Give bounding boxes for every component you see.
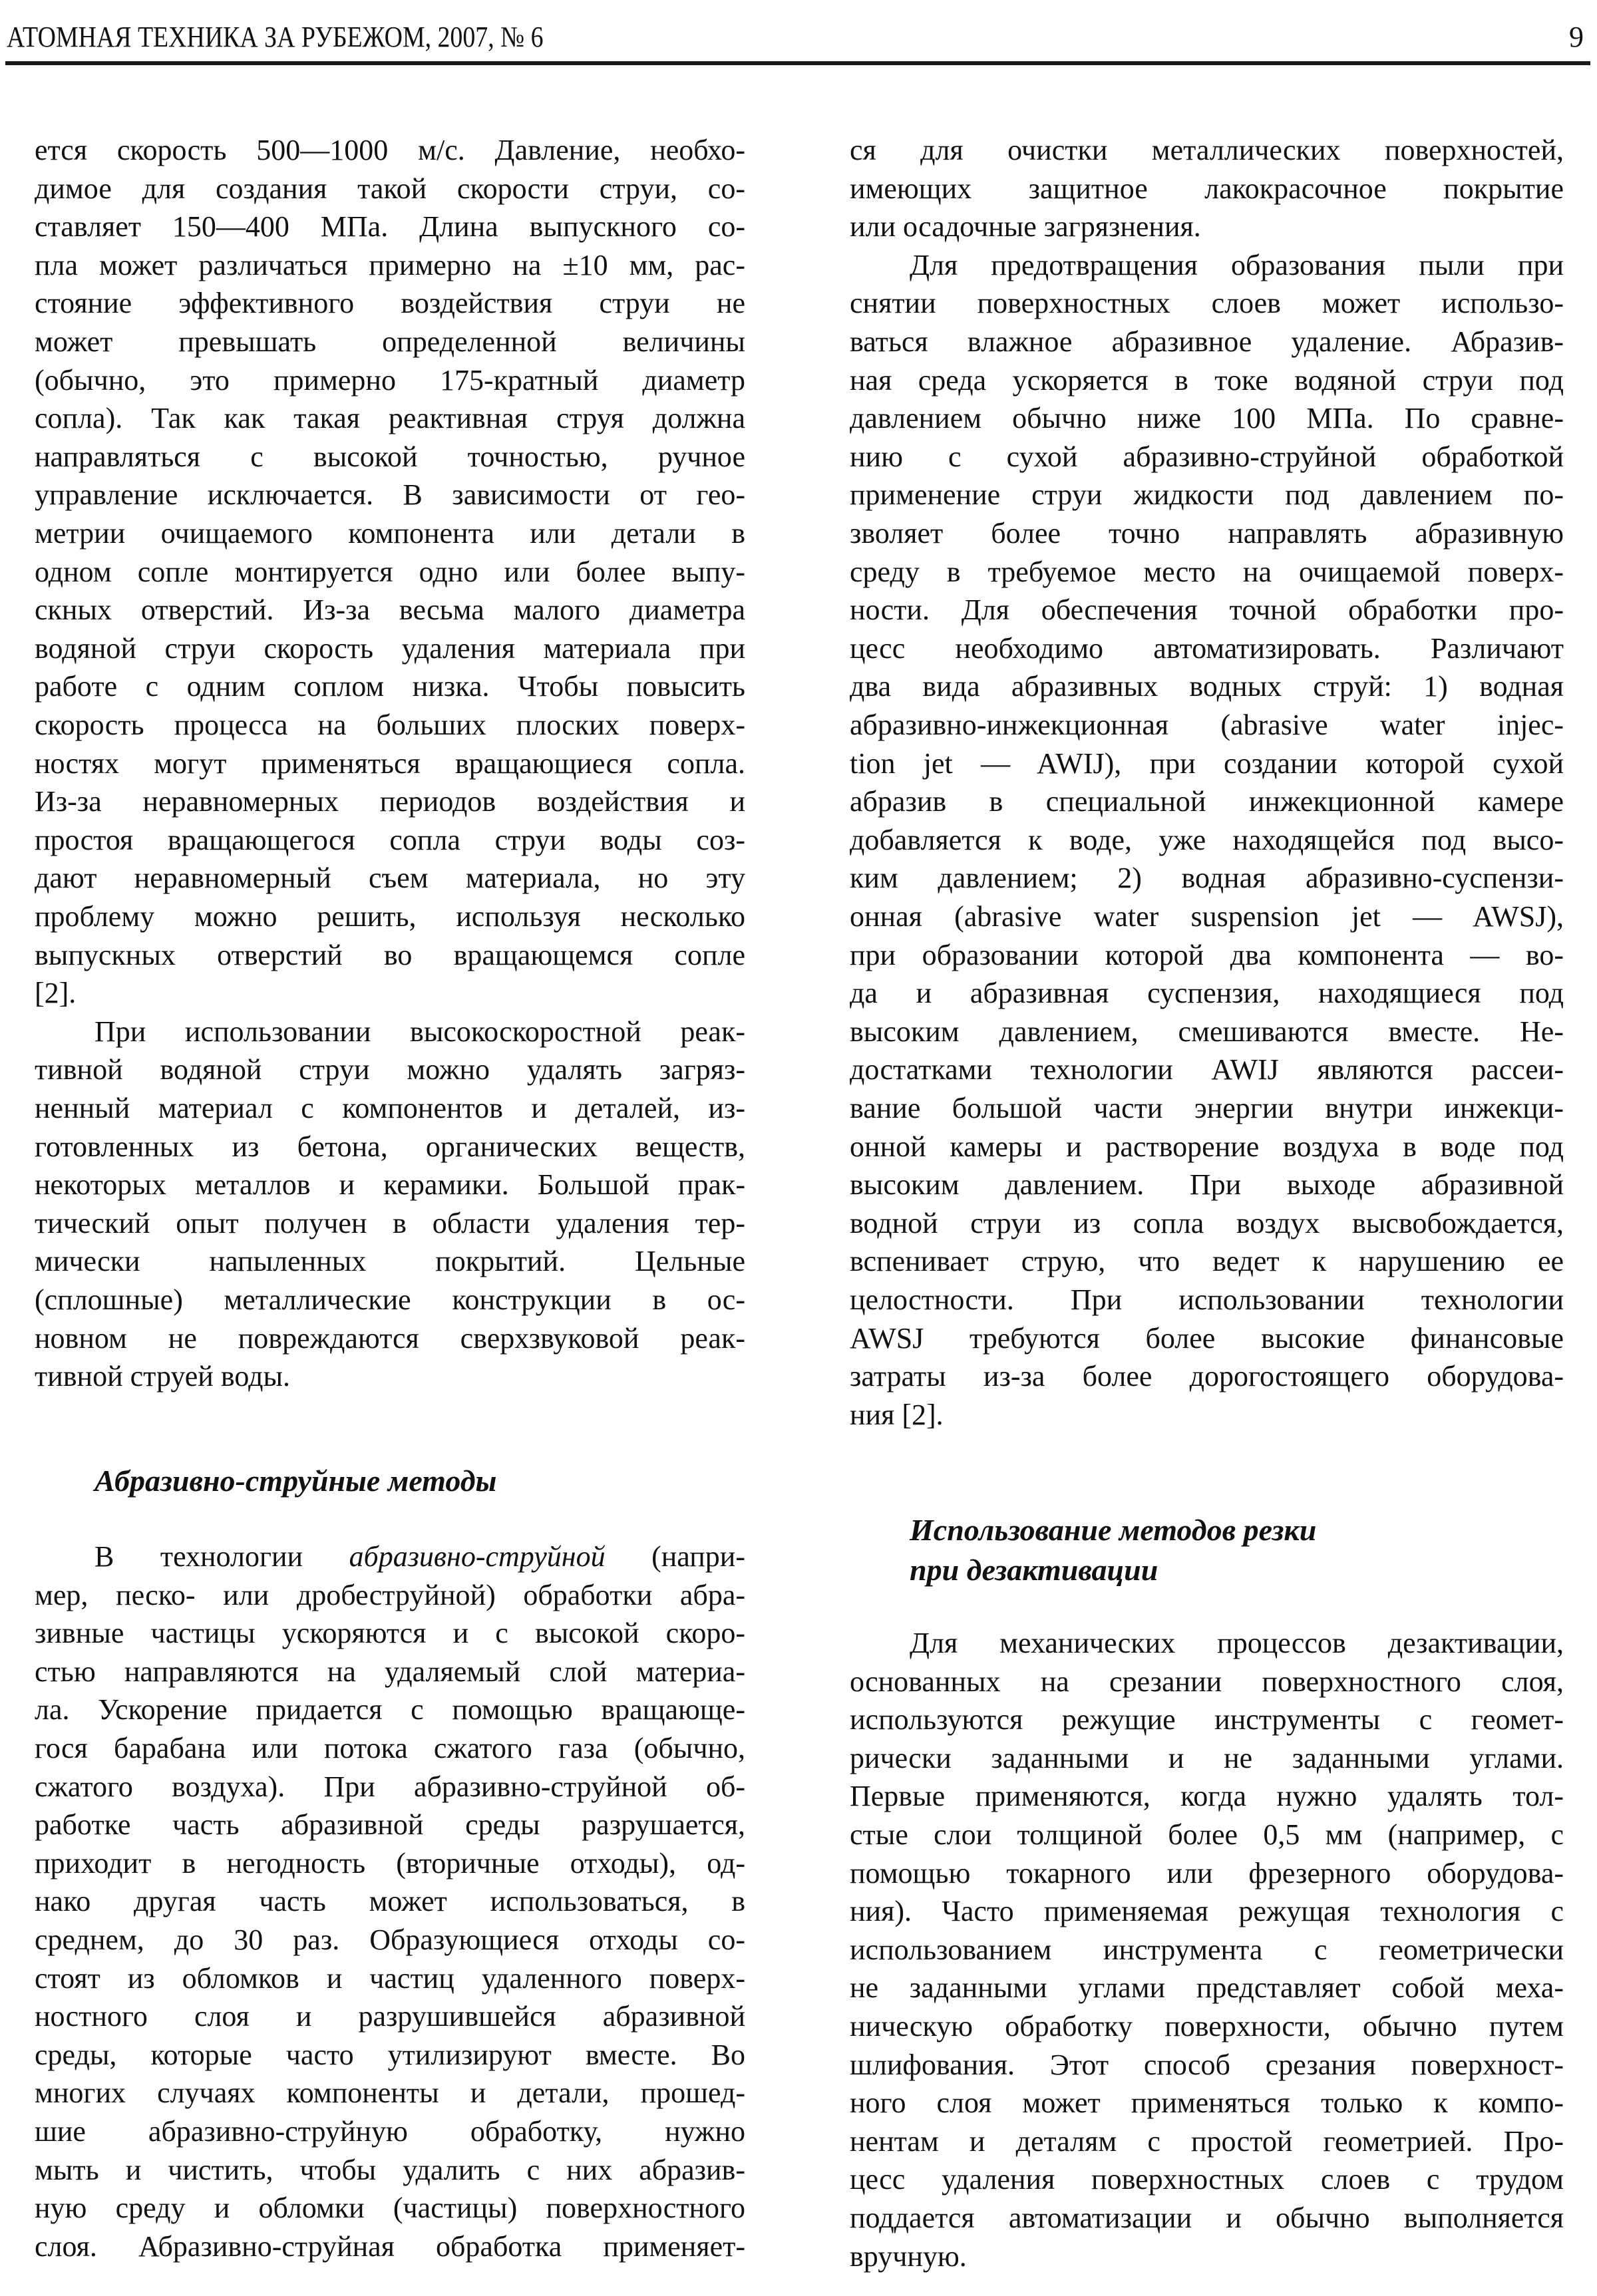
text-line: дают неравномерный съем материала, но эту bbox=[35, 862, 745, 895]
text-line: помощью токарного или фрезерного оборудова- bbox=[850, 1856, 1564, 1889]
text-line: да и абразивная суспензия, находящиеся под bbox=[850, 977, 1564, 1010]
text-line: мер, песко- или дробеструйной) обработки абра- bbox=[35, 1578, 745, 1611]
text-line: не заданными углами представляет собой меха- bbox=[850, 1971, 1564, 2005]
text-line: использованием инструмента с геометрически bbox=[850, 1933, 1564, 1966]
text-line: проблему можно решить, используя несколько bbox=[35, 900, 745, 933]
text-line: Для механических процессов дезактивации, bbox=[910, 1627, 1564, 1659]
text-line: стые слои толщиной более 0,5 мм (например, с bbox=[850, 1818, 1564, 1851]
text-line: стью направляются на удаляемый слой материа- bbox=[35, 1655, 745, 1688]
text-line: Первые применяются, когда нужно удалять тол- bbox=[850, 1780, 1564, 1813]
text-line: нако другая часть может использоваться, в bbox=[35, 1885, 745, 1918]
text-line: водяной струи скорость удаления материала при bbox=[35, 631, 745, 665]
text-run: (напри- bbox=[605, 1540, 745, 1573]
text-line: ная среда ускоряется в токе водяной струи под bbox=[850, 363, 1564, 397]
text-line: некоторых металлов и керамики. Большой прак- bbox=[35, 1168, 745, 1202]
text-line: метрии очищаемого компонента или детали в bbox=[35, 517, 745, 550]
text-line: приходит в негодность (вторичные отходы), од- bbox=[35, 1846, 745, 1880]
text-line: среды, которые часто утилизируют вместе. Во bbox=[35, 2038, 745, 2071]
text-line: (обычно, это примерно 175-кратный диаметр bbox=[35, 363, 745, 397]
text-line: снятии поверхностных слоев может использо- bbox=[850, 287, 1564, 320]
text-line: простоя вращающегося сопла струи воды соз- bbox=[35, 823, 745, 856]
text-line: ническую обработку поверхности, обычно путем bbox=[850, 2010, 1564, 2043]
text-run: В технологии bbox=[94, 1540, 349, 1573]
text-line: скных отверстий. Из-за весьма малого диаметра bbox=[35, 593, 745, 627]
text-line: готовленных из бетона, органических веществ, bbox=[35, 1130, 745, 1163]
text-line: онная (abrasive water suspension jet — AWSJ), bbox=[850, 900, 1564, 933]
text-line: ла. Ускорение придается с помощью вращающе- bbox=[35, 1693, 745, 1726]
text-line: [2]. bbox=[35, 977, 77, 1010]
text-line: tion jet — AWIJ), при создании которой сухой bbox=[850, 746, 1564, 780]
text-line: рически заданными и не заданными углами. bbox=[850, 1741, 1564, 1774]
text-line: новном не повреждаются сверхзвуковой реак- bbox=[35, 1321, 745, 1355]
text-line: слоя. Абразивно-струйная обработка применяет- bbox=[35, 2229, 745, 2263]
text-line: стоят из обломков и частиц удаленного поверх- bbox=[35, 1961, 745, 1995]
text-line bbox=[35, 1537, 745, 1577]
text-line: тивной водяной струи можно удалять загряз- bbox=[35, 1053, 745, 1086]
text-line: вание большой части энергии внутри инжекци- bbox=[850, 1092, 1564, 1124]
text-line: среду в требуемое место на очищаемой поверх- bbox=[850, 555, 1564, 588]
text-line: управление исключается. В зависимости от гео- bbox=[35, 478, 745, 512]
text-line: При использовании высокоскоростной реак- bbox=[94, 1015, 745, 1048]
text-line: ся для очистки металлических поверхностей, bbox=[850, 134, 1564, 166]
text-line: скорость процесса на больших плоских поверх- bbox=[35, 709, 745, 741]
text-line: онной камеры и растворение воздуха в воде под bbox=[850, 1130, 1564, 1163]
text-line: высоким давлением, смешиваются вместе. Не- bbox=[850, 1015, 1564, 1048]
text-line: ного слоя может применяться только к компо- bbox=[850, 2086, 1564, 2120]
text-line: два вида абразивных водных струй: 1) водная bbox=[850, 670, 1564, 703]
text-line: многих случаях компоненты и детали, прошед- bbox=[35, 2076, 745, 2110]
text-line: давлением обычно ниже 100 МПа. По сравне- bbox=[850, 402, 1564, 435]
text-line: ностях могут применяться вращающиеся сопла. bbox=[35, 746, 745, 780]
text-line: ностного слоя и разрушившейся абразивной bbox=[35, 2000, 745, 2033]
text-line: ную среду и обломки (частицы) поверхностного bbox=[35, 2192, 745, 2225]
text-line: цесс необходимо автоматизировать. Различают bbox=[850, 631, 1564, 665]
text-line: затраты из-за более дорогостоящего оборудова- bbox=[850, 1360, 1564, 1393]
text-line: тический опыт получен в области удаления тер- bbox=[35, 1206, 745, 1239]
text-line: (сплошные) металлические конструкции в ос- bbox=[35, 1283, 745, 1316]
text-line: или осадочные загрязнения. bbox=[850, 210, 1201, 244]
text-line: ния [2]. bbox=[850, 1398, 944, 1431]
text-line: вспенивает струю, что ведет к нарушению ее bbox=[850, 1245, 1564, 1278]
text-line: Для предотвращения образования пыли при bbox=[910, 248, 1564, 281]
text-line: вручную. bbox=[850, 2239, 967, 2273]
journal-title: АТОМНАЯ ТЕХНИКА ЗА РУБЕЖОМ, 2007, № 6 bbox=[7, 21, 544, 53]
text-line: поддается автоматизации и обычно выполняется bbox=[850, 2202, 1564, 2234]
text-line: тивной струей воды. bbox=[35, 1360, 291, 1393]
text-line: работке часть абразивной среды разрушается, bbox=[35, 1808, 745, 1842]
text-line: мыть и чистить, чтобы удалить с них абразив- bbox=[35, 2153, 745, 2186]
text-line: ности. Для обеспечения точной обработки про- bbox=[850, 593, 1564, 627]
text-line: при образовании которой два компонента — во- bbox=[850, 938, 1564, 971]
text-line: гося барабана или потока сжатого газа (обычно, bbox=[35, 1732, 745, 1764]
text-line: абразивно-инжекционная (abrasive water injec- bbox=[850, 709, 1564, 741]
text-line: одном сопле монтируется одно или более выпу- bbox=[35, 555, 745, 588]
text-line: используются режущие инструменты с геомет- bbox=[850, 1703, 1564, 1736]
text-line: водной струи из сопла воздух высвобождается, bbox=[850, 1206, 1564, 1239]
text-line: ваться влажное абразивное удаление. Абразив- bbox=[850, 325, 1564, 358]
text-line: сжатого воздуха). При абразивно-струйной об- bbox=[35, 1770, 745, 1803]
section-heading: Абразивно-струйные методы bbox=[94, 1464, 497, 1498]
text-line: применение струи жидкости под давлением по- bbox=[850, 478, 1564, 512]
text-line: высоким давлением. При выходе абразивной bbox=[850, 1168, 1564, 1202]
text-line: нию с сухой абразивно-струйной обработкой bbox=[850, 440, 1564, 473]
header-rule bbox=[5, 61, 1590, 65]
text-line: может превышать определенной величины bbox=[35, 325, 745, 358]
text-line: нентам и деталям с простой геометрией. Про- bbox=[850, 2124, 1564, 2158]
text-line: димое для создания такой скорости струи, со- bbox=[35, 172, 745, 205]
text-line: стояние эффективного воздействия струи не bbox=[35, 287, 745, 320]
text-line: ставляет 150—400 МПа. Длина выпускного со- bbox=[35, 210, 745, 244]
page-number: 9 bbox=[1569, 21, 1584, 53]
text-line: ется скорость 500—1000 м/с. Давление, необхо- bbox=[35, 134, 745, 166]
text-line: имеющих защитное лакокрасочное покрытие bbox=[850, 172, 1564, 205]
text-line: ния). Часто применяемая режущая технология с bbox=[850, 1895, 1564, 1928]
text-line: зивные частицы ускоряются и с высокой скоро- bbox=[35, 1617, 745, 1650]
text-line: добавляется к воде, уже находящейся под высо- bbox=[850, 823, 1564, 856]
text-line: зволяет более точно направлять абразивную bbox=[850, 517, 1564, 550]
text-line: абразив в специальной инжекционной камере bbox=[850, 785, 1564, 818]
text-line: достатками технологии AWIJ являются рассеи- bbox=[850, 1053, 1564, 1086]
text-line: AWSJ требуются более высокие финансовые bbox=[850, 1321, 1564, 1355]
text-line: Из-за неравномерных периодов воздействия и bbox=[35, 785, 745, 818]
section-heading: Использование методов резки bbox=[910, 1513, 1317, 1547]
text-line: сопла). Так как такая реактивная струя должна bbox=[35, 402, 745, 435]
text-line: ненный материал с компонентов и деталей, из- bbox=[35, 1092, 745, 1124]
text-line: выпускных отверстий во вращающемся сопле bbox=[35, 938, 745, 971]
text-line: работе с одним соплом низка. Чтобы повысить bbox=[35, 670, 745, 703]
text-line: мически напыленных покрытий. Цельные bbox=[35, 1245, 745, 1278]
text-line: шлифования. Этот способ срезания поверхност- bbox=[850, 2048, 1564, 2081]
text-line: цесс удаления поверхностных слоев с трудом bbox=[850, 2163, 1564, 2196]
text-line: среднем, до 30 раз. Образующиеся отходы со- bbox=[35, 1923, 745, 1956]
text-line: основанных на срезании поверхностного слоя, bbox=[850, 1665, 1564, 1698]
text-line: ким давлением; 2) водная абразивно-суспензи- bbox=[850, 862, 1564, 895]
text-line: пла может различаться примерно на ±10 мм, рас- bbox=[35, 248, 745, 281]
text-line: целостности. При использовании технологии bbox=[850, 1283, 1564, 1316]
section-heading: при дезактивации bbox=[910, 1553, 1158, 1587]
text-line: направляться с высокой точностью, ручное bbox=[35, 440, 745, 473]
text-line: шие абразивно-струйную обработку, нужно bbox=[35, 2115, 745, 2148]
running-header bbox=[7, 15, 1590, 61]
italic-term: абразивно-струйной bbox=[349, 1540, 606, 1573]
